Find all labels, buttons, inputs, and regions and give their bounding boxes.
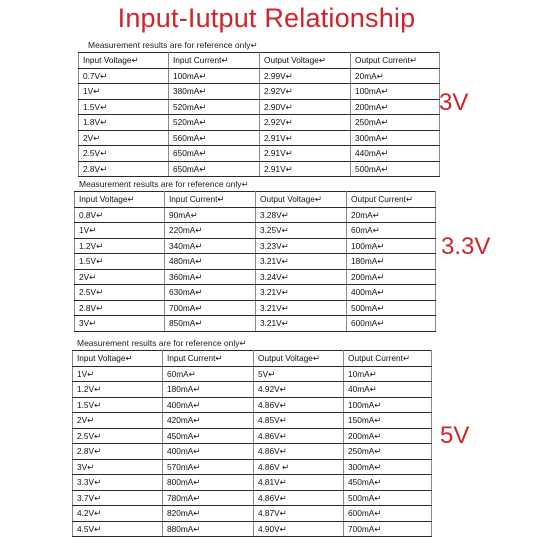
table-cell: 3.21V↵ — [256, 254, 347, 270]
table-cell: 4.2V↵ — [73, 506, 163, 522]
column-header: Input Current↵ — [163, 351, 254, 367]
table-cell: 450mA↵ — [344, 475, 432, 491]
table-row — [79, 115, 440, 131]
table-cell: 600mA↵ — [347, 316, 436, 332]
table-cell: 2.92V↵ — [260, 115, 351, 131]
table-cell: 3.21V↵ — [256, 300, 347, 316]
table-cell: 200mA↵ — [347, 269, 436, 285]
table-cell: 650mA↵ — [169, 146, 260, 162]
table-row — [73, 366, 432, 382]
table-row — [79, 84, 440, 100]
table-row — [79, 99, 440, 115]
table-cell: 150mA↵ — [344, 413, 432, 429]
table-cell: 4.86V↵ — [254, 428, 344, 444]
table-cell: 200mA↵ — [344, 428, 432, 444]
voltage-label-3v: 3V — [439, 89, 469, 116]
table-cell: 2.5V↵ — [75, 285, 165, 301]
table-cell: 3.28V↵ — [256, 207, 347, 223]
table-cell: 5V↵ — [254, 366, 344, 382]
table-cell: 1.2V↵ — [75, 238, 165, 254]
table-cell: 480mA↵ — [165, 254, 256, 270]
table-row — [73, 444, 432, 460]
reference-note: Measurement results are for reference only↵ — [77, 338, 247, 348]
table-section-3v — [78, 40, 440, 177]
table-row — [73, 459, 432, 475]
table-cell: 570mA↵ — [163, 459, 254, 475]
table-cell: 3.23V↵ — [256, 238, 347, 254]
table-cell: 60mA↵ — [163, 366, 254, 382]
table-row — [75, 238, 436, 254]
table-cell: 1.5V↵ — [73, 397, 163, 413]
table-cell: 500mA↵ — [344, 490, 432, 506]
table-cell: 1V↵ — [75, 223, 165, 239]
table-cell: 250mA↵ — [351, 115, 440, 131]
column-header: Input Voltage↵ — [75, 192, 165, 208]
table-cell: 700mA↵ — [344, 521, 432, 537]
table-cell: 180mA↵ — [347, 254, 436, 270]
table-cell: 880mA↵ — [163, 521, 254, 537]
table-cell: 300mA↵ — [344, 459, 432, 475]
column-header: Output Voltage↵ — [260, 53, 351, 69]
table-cell: 520mA↵ — [169, 99, 260, 115]
voltage-label-5v: 5V — [440, 422, 470, 449]
table-cell: 0.8V↵ — [75, 207, 165, 223]
table-cell: 1.2V↵ — [73, 382, 163, 398]
table-cell: 4.86V↵ — [254, 490, 344, 506]
table-row — [73, 413, 432, 429]
table-row — [73, 397, 432, 413]
table-row — [75, 269, 436, 285]
table-cell: 250mA↵ — [344, 444, 432, 460]
table-cell: 3V↵ — [75, 316, 165, 332]
table-cell: 2V↵ — [75, 269, 165, 285]
table-cell: 2V↵ — [79, 130, 169, 146]
measurement-table-3-3v — [74, 191, 436, 332]
table-cell: 2.5V↵ — [73, 428, 163, 444]
voltage-label-3-3v: 3.3V — [441, 233, 491, 260]
table-cell: 90mA↵ — [165, 207, 256, 223]
table-cell: 2.92V↵ — [260, 84, 351, 100]
table-cell: 2.91V↵ — [260, 130, 351, 146]
column-header: Output Current↵ — [347, 192, 436, 208]
table-row — [79, 68, 440, 84]
table-cell: 380mA↵ — [169, 84, 260, 100]
table-cell: 20mA↵ — [347, 207, 436, 223]
table-cell: 780mA↵ — [163, 490, 254, 506]
table-cell: 220mA↵ — [165, 223, 256, 239]
table-cell: 2.8V↵ — [73, 444, 163, 460]
table-cell: 2.99V↵ — [260, 68, 351, 84]
column-header: Input Voltage↵ — [79, 53, 169, 69]
table-cell: 300mA↵ — [351, 130, 440, 146]
table-cell: 450mA↵ — [163, 428, 254, 444]
measurement-table-3v — [78, 52, 440, 177]
table-cell: 630mA↵ — [165, 285, 256, 301]
table-row — [79, 130, 440, 146]
reference-note: Measurement results are for reference only↵ — [88, 40, 258, 50]
table-cell: 340mA↵ — [165, 238, 256, 254]
table-cell: 1V↵ — [73, 366, 163, 382]
table-cell: 1V↵ — [79, 84, 169, 100]
table-cell: 2.8V↵ — [79, 161, 169, 177]
column-header: Input Voltage↵ — [73, 351, 163, 367]
table-row — [75, 316, 436, 332]
table-cell: 2.91V↵ — [260, 161, 351, 177]
table-cell: 360mA↵ — [165, 269, 256, 285]
table-section-5v — [72, 338, 432, 537]
table-row — [73, 475, 432, 491]
table-cell: 4.86V↵ — [254, 397, 344, 413]
table-row — [75, 207, 436, 223]
table-cell: 2.8V↵ — [75, 300, 165, 316]
column-header: Output Voltage↵ — [256, 192, 347, 208]
table-cell: 4.85V↵ — [254, 413, 344, 429]
table-row — [75, 300, 436, 316]
column-header: Output Voltage↵ — [254, 351, 344, 367]
table-cell: 440mA↵ — [351, 146, 440, 162]
table-cell: 1.5V↵ — [75, 254, 165, 270]
table-cell: 4.87V↵ — [254, 506, 344, 522]
table-row — [75, 254, 436, 270]
table-cell: 100mA↵ — [351, 84, 440, 100]
table-cell: 400mA↵ — [347, 285, 436, 301]
measurement-table-5v — [72, 350, 432, 537]
table-cell: 40mA↵ — [344, 382, 432, 398]
table-row — [73, 506, 432, 522]
table-cell: 850mA↵ — [165, 316, 256, 332]
table-cell: 820mA↵ — [163, 506, 254, 522]
table-cell: 0.7V↵ — [79, 68, 169, 84]
table-cell: 2.91V↵ — [260, 146, 351, 162]
table-cell: 4.86V ↵ — [254, 459, 344, 475]
table-cell: 2V↵ — [73, 413, 163, 429]
table-cell: 10mA↵ — [344, 366, 432, 382]
table-cell: 400mA↵ — [163, 397, 254, 413]
table-header-row — [79, 53, 440, 69]
table-cell: 1.5V↵ — [79, 99, 169, 115]
table-row — [73, 521, 432, 537]
column-header: Output Current↵ — [351, 53, 440, 69]
page-title: Input-Iutput Relationship — [117, 3, 416, 33]
table-cell: 520mA↵ — [169, 115, 260, 131]
table-cell: 600mA↵ — [344, 506, 432, 522]
table-cell: 2.90V↵ — [260, 99, 351, 115]
table-cell: 4.81V↵ — [254, 475, 344, 491]
reference-note: Measurement results are for reference only↵ — [79, 179, 249, 189]
table-cell: 60mA↵ — [347, 223, 436, 239]
table-cell: 700mA↵ — [165, 300, 256, 316]
column-header: Output Current↵ — [344, 351, 432, 367]
table-cell: 400mA↵ — [163, 444, 254, 460]
table-cell: 3.7V↵ — [73, 490, 163, 506]
table-cell: 180mA↵ — [163, 382, 254, 398]
table-cell: 20mA↵ — [351, 68, 440, 84]
table-cell: 3.3V↵ — [73, 475, 163, 491]
table-cell: 2.5V↵ — [79, 146, 169, 162]
table-row — [75, 285, 436, 301]
table-row — [73, 428, 432, 444]
table-cell: 4.90V↵ — [254, 521, 344, 537]
table-cell: 3.25V↵ — [256, 223, 347, 239]
table-cell: 650mA↵ — [169, 161, 260, 177]
table-header-row — [73, 351, 432, 367]
table-cell: 800mA↵ — [163, 475, 254, 491]
table-cell: 4.86V↵ — [254, 444, 344, 460]
table-section-3-3v — [74, 179, 436, 332]
table-header-row — [75, 192, 436, 208]
table-cell: 4.92V↵ — [254, 382, 344, 398]
table-row — [73, 382, 432, 398]
column-header: Input Current↵ — [165, 192, 256, 208]
table-cell: 500mA↵ — [347, 300, 436, 316]
table-cell: 420mA↵ — [163, 413, 254, 429]
table-row — [75, 223, 436, 239]
table-cell: 1.8V↵ — [79, 115, 169, 131]
table-cell: 500mA↵ — [351, 161, 440, 177]
table-row — [79, 161, 440, 177]
table-cell: 3.21V↵ — [256, 316, 347, 332]
table-cell: 3.24V↵ — [256, 269, 347, 285]
table-cell: 100mA↵ — [169, 68, 260, 84]
table-cell: 3V↵ — [73, 459, 163, 475]
table-row — [73, 490, 432, 506]
table-cell: 200mA↵ — [351, 99, 440, 115]
table-cell: 100mA↵ — [344, 397, 432, 413]
table-cell: 560mA↵ — [169, 130, 260, 146]
table-cell: 4.5V↵ — [73, 521, 163, 537]
table-cell: 100mA↵ — [347, 238, 436, 254]
table-cell: 3.21V↵ — [256, 285, 347, 301]
table-row — [79, 146, 440, 162]
column-header: Input Current↵ — [169, 53, 260, 69]
